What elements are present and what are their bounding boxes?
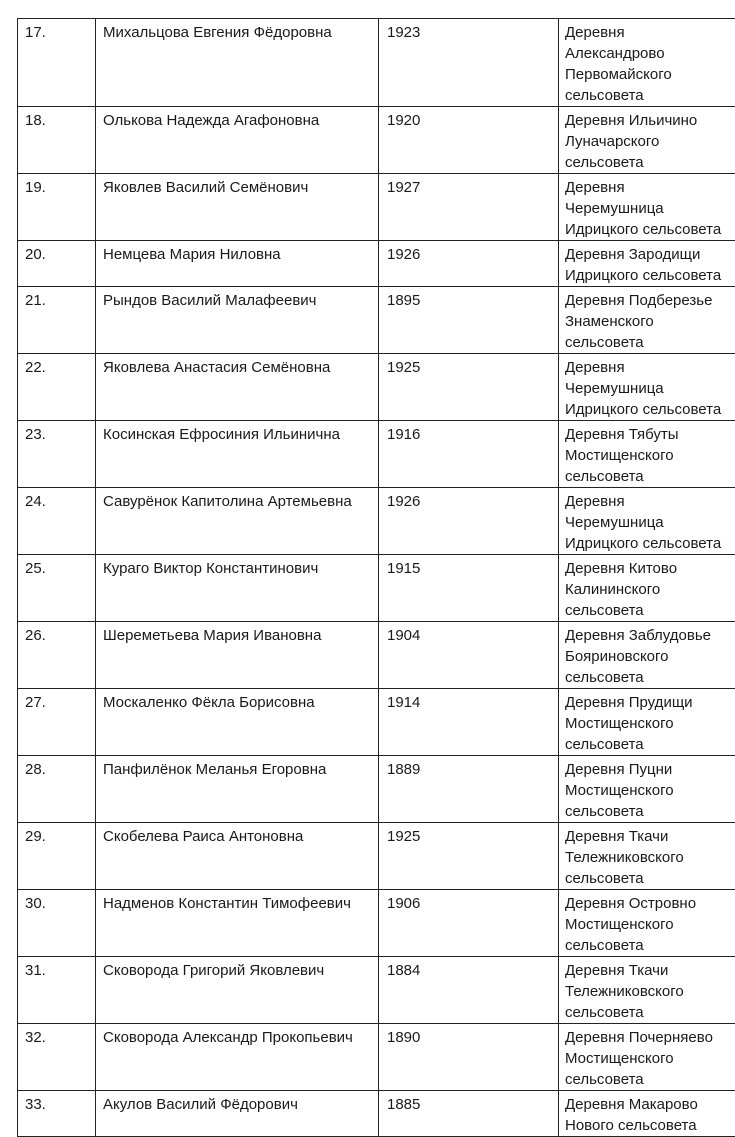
place-of-birth (559, 354, 735, 421)
place-line: Деревня Тябуты (565, 424, 735, 445)
table-row (18, 421, 735, 488)
table-row (18, 890, 735, 957)
place-line: Деревня Почерняево (565, 1027, 735, 1048)
place-line: Мостищенского (565, 914, 735, 935)
place-line: Деревня Китово (565, 558, 735, 579)
place-line: Идрицкого сельсовета (565, 533, 735, 554)
place-of-birth (559, 174, 735, 241)
table-row (18, 107, 735, 174)
place-line: Калининского (565, 579, 735, 600)
table-row (18, 756, 735, 823)
person-name: Сковорода Александр Прокопьевич (96, 1024, 379, 1091)
place-line: Деревня Подберезье (565, 290, 735, 311)
person-name: Михальцова Евгения Фёдоровна (96, 19, 379, 107)
birth-year: 1915 (379, 555, 559, 622)
table-row (18, 689, 735, 756)
birth-year: 1925 (379, 823, 559, 890)
place-of-birth (559, 421, 735, 488)
place-of-birth (559, 488, 735, 555)
place-line: сельсовета (565, 801, 735, 822)
place-line: Нового сельсовета (565, 1115, 735, 1136)
row-number: 23. (18, 421, 96, 488)
place-line: Тележниковского (565, 981, 735, 1002)
birth-year: 1914 (379, 689, 559, 756)
table-row (18, 19, 735, 107)
place-line: сельсовета (565, 332, 735, 353)
person-name: Савурёнок Капитолина Артемьевна (96, 488, 379, 555)
place-of-birth (559, 19, 735, 107)
birth-year: 1926 (379, 488, 559, 555)
row-number: 32. (18, 1024, 96, 1091)
birth-year: 1906 (379, 890, 559, 957)
person-name: Олькова Надежда Агафоновна (96, 107, 379, 174)
place-line: Деревня Ткачи (565, 826, 735, 847)
row-number: 27. (18, 689, 96, 756)
birth-year: 1885 (379, 1091, 559, 1137)
place-line: сельсовета (565, 935, 735, 956)
place-line: Деревня Прудищи (565, 692, 735, 713)
birth-year: 1923 (379, 19, 559, 107)
place-line: сельсовета (565, 85, 735, 106)
table-row (18, 555, 735, 622)
place-line: Идрицкого сельсовета (565, 219, 735, 240)
place-line: Деревня Макарово (565, 1094, 735, 1115)
birth-year: 1889 (379, 756, 559, 823)
person-name: Косинская Ефросиния Ильинична (96, 421, 379, 488)
row-number: 26. (18, 622, 96, 689)
place-line: Деревня (565, 491, 735, 512)
place-of-birth (559, 756, 735, 823)
place-of-birth (559, 890, 735, 957)
person-name: Надменов Константин Тимофеевич (96, 890, 379, 957)
birth-year: 1895 (379, 287, 559, 354)
place-line: Деревня (565, 177, 735, 198)
place-line: Знаменского (565, 311, 735, 332)
person-name: Москаленко Фёкла Борисовна (96, 689, 379, 756)
row-number: 24. (18, 488, 96, 555)
document-page (17, 18, 735, 1137)
place-of-birth (559, 1024, 735, 1091)
place-line: Тележниковского (565, 847, 735, 868)
birth-year: 1916 (379, 421, 559, 488)
row-number: 21. (18, 287, 96, 354)
place-line: Луначарского (565, 131, 735, 152)
place-line: сельсовета (565, 868, 735, 889)
place-line: Идрицкого сельсовета (565, 265, 735, 286)
birth-year: 1927 (379, 174, 559, 241)
place-line: Александрово (565, 43, 735, 64)
row-number: 30. (18, 890, 96, 957)
table-row (18, 823, 735, 890)
place-of-birth (559, 823, 735, 890)
place-of-birth (559, 241, 735, 287)
place-line: сельсовета (565, 1069, 735, 1090)
place-of-birth (559, 957, 735, 1024)
place-line: Деревня Островно (565, 893, 735, 914)
row-number: 17. (18, 19, 96, 107)
place-of-birth (559, 107, 735, 174)
place-of-birth (559, 689, 735, 756)
row-number: 19. (18, 174, 96, 241)
place-line: Мостищенского (565, 780, 735, 801)
row-number: 31. (18, 957, 96, 1024)
place-line: Черемушница (565, 378, 735, 399)
person-name: Рындов Василий Малафеевич (96, 287, 379, 354)
table-row (18, 287, 735, 354)
birth-year: 1926 (379, 241, 559, 287)
place-line: сельсовета (565, 734, 735, 755)
birth-year: 1904 (379, 622, 559, 689)
place-line: Деревня Заблудовье (565, 625, 735, 646)
birth-year: 1890 (379, 1024, 559, 1091)
table-row (18, 488, 735, 555)
records-table (17, 18, 735, 1137)
table-row (18, 1024, 735, 1091)
row-number: 29. (18, 823, 96, 890)
place-of-birth (559, 1091, 735, 1137)
person-name: Яковлева Анастасия Семёновна (96, 354, 379, 421)
place-line: Мостищенского (565, 1048, 735, 1069)
row-number: 18. (18, 107, 96, 174)
table-row (18, 354, 735, 421)
row-number: 20. (18, 241, 96, 287)
place-line: сельсовета (565, 152, 735, 173)
birth-year: 1920 (379, 107, 559, 174)
row-number: 25. (18, 555, 96, 622)
person-name: Акулов Василий Фёдорович (96, 1091, 379, 1137)
table-row (18, 241, 735, 287)
table-row (18, 174, 735, 241)
place-line: Первомайского (565, 64, 735, 85)
birth-year: 1884 (379, 957, 559, 1024)
place-line: Деревня Ильичино (565, 110, 735, 131)
person-name: Панфилёнок Меланья Егоровна (96, 756, 379, 823)
place-line: Деревня Пуцни (565, 759, 735, 780)
place-of-birth (559, 555, 735, 622)
table-row (18, 622, 735, 689)
records-table-body (18, 19, 735, 1137)
person-name: Шереметьева Мария Ивановна (96, 622, 379, 689)
place-line: Деревня Зародищи (565, 244, 735, 265)
place-line: сельсовета (565, 466, 735, 487)
place-line: сельсовета (565, 667, 735, 688)
birth-year: 1925 (379, 354, 559, 421)
place-line: Мостищенского (565, 445, 735, 466)
place-of-birth (559, 287, 735, 354)
place-line: Деревня Ткачи (565, 960, 735, 981)
row-number: 33. (18, 1091, 96, 1137)
place-line: Деревня (565, 22, 735, 43)
place-line: Мостищенского (565, 713, 735, 734)
person-name: Кураго Виктор Константинович (96, 555, 379, 622)
place-line: сельсовета (565, 600, 735, 621)
place-line: Бояриновского (565, 646, 735, 667)
place-line: Идрицкого сельсовета (565, 399, 735, 420)
person-name: Яковлев Василий Семёнович (96, 174, 379, 241)
person-name: Сковорода Григорий Яковлевич (96, 957, 379, 1024)
person-name: Немцева Мария Ниловна (96, 241, 379, 287)
place-of-birth (559, 622, 735, 689)
row-number: 28. (18, 756, 96, 823)
row-number: 22. (18, 354, 96, 421)
place-line: сельсовета (565, 1002, 735, 1023)
place-line: Черемушница (565, 198, 735, 219)
place-line: Черемушница (565, 512, 735, 533)
table-row (18, 957, 735, 1024)
place-line: Деревня (565, 357, 735, 378)
table-row (18, 1091, 735, 1137)
person-name: Скобелева Раиса Антоновна (96, 823, 379, 890)
